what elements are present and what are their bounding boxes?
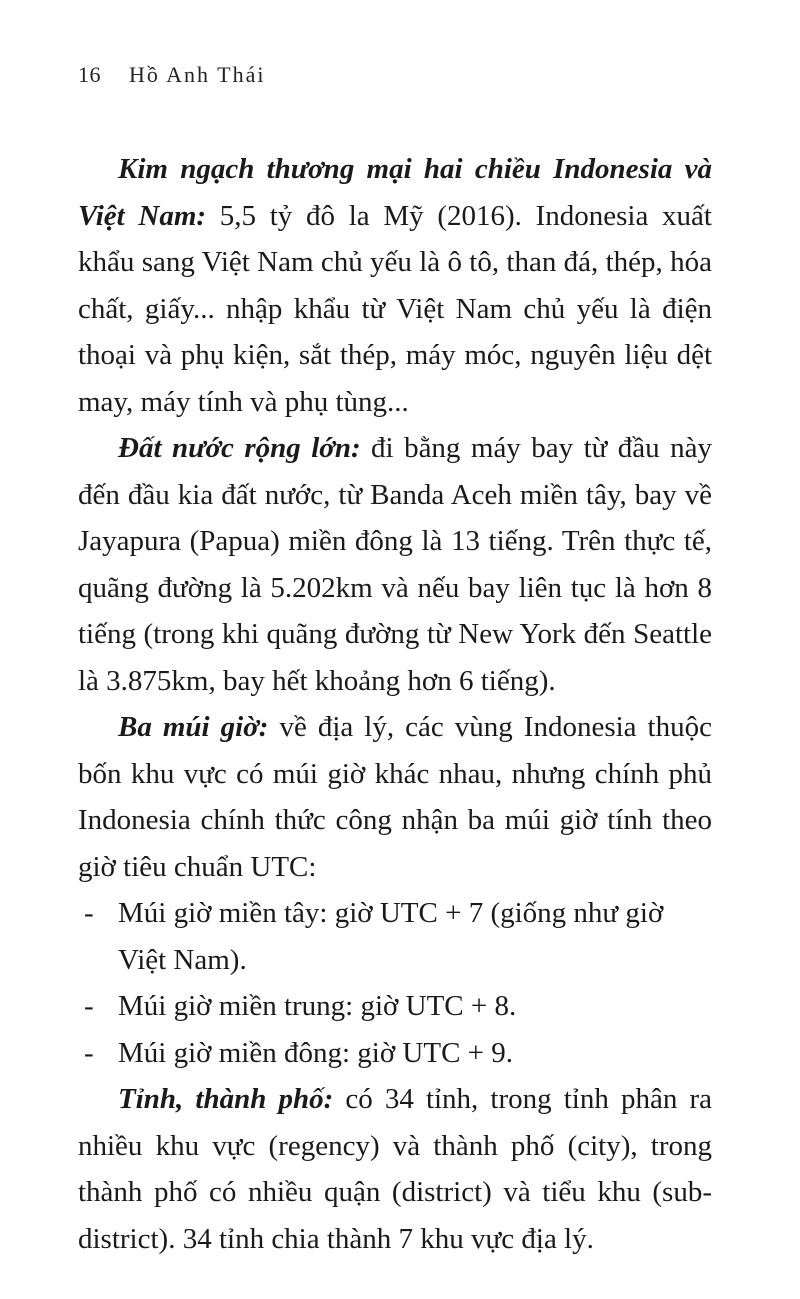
dash-bullet: - xyxy=(84,897,94,929)
paragraph-lead: Tỉnh, thành phố: xyxy=(118,1083,334,1115)
paragraph-country-size xyxy=(78,425,712,704)
paragraph-trade-volume xyxy=(78,146,712,425)
list-item-text: Múi giờ miền trung: giờ UTC + 8. xyxy=(118,990,517,1022)
paragraph-text: đi bằng máy bay từ đầu này đến đầu kia đất nước, từ Banda Aceh miền tây, bay về Jayapura (Papua) miền đông là 13 tiếng. Trên thực tế, quãng đường là 5.202km và nếu bay liên tục là hơn 8 tiếng (trong khi quãng đường từ New York đến Seattle là 3.875km, bay hết khoảng hơn 6 tiếng). xyxy=(78,432,712,697)
page-header xyxy=(78,62,265,88)
list-item xyxy=(78,983,712,1030)
list-item-text: Múi giờ miền tây: giờ UTC + 7 (giống như giờ Việt Nam). xyxy=(118,897,664,976)
dash-bullet: - xyxy=(84,1036,94,1069)
paragraph-lead: Đất nước rộng lớn: xyxy=(118,432,361,464)
paragraph-text: 5,5 tỷ đô la Mỹ (2016). Indonesia xuất khẩu sang Việt Nam chủ yếu là ô tô, than đá, thép, hóa chất, giấy... nhập khẩu từ Việt Nam chủ yếu là điện thoại và phụ kiện, sắt thép, máy móc, nguyên liệu dệt may, máy tính và phụ tùng... xyxy=(78,199,712,418)
paragraph-lead: Kim ngạch thương mại hai chiều Indonesia và Việt Nam: xyxy=(78,153,712,232)
paragraph-lead: Ba múi giờ: xyxy=(118,711,269,743)
paragraph-time-zones xyxy=(78,704,712,890)
list-item xyxy=(78,890,712,983)
time-zone-list xyxy=(78,890,712,1076)
paragraph-text: có 34 tỉnh, trong tỉnh phân ra nhiều khu vực (regency) và thành phố (city), trong thành phố có nhiều quận (district) và tiểu khu (sub-district). 34 tỉnh chia thành 7 khu vực địa lý. xyxy=(78,1083,712,1255)
list-item xyxy=(78,1030,712,1077)
paragraph-text: về địa lý, các vùng Indonesia thuộc bốn khu vực có múi giờ khác nhau, nhưng chính phủ Indonesia chính thức công nhận ba múi giờ tính theo giờ tiêu chuẩn UTC: xyxy=(78,711,712,883)
dash-bullet: - xyxy=(84,990,94,1022)
body-text xyxy=(78,146,712,1262)
page-number: 16 xyxy=(78,62,101,87)
list-item-text: Múi giờ miền đông: giờ UTC + 9. xyxy=(118,1036,514,1069)
paragraph-provinces xyxy=(78,1076,712,1262)
running-head-author: Hồ Anh Thái xyxy=(129,62,266,87)
